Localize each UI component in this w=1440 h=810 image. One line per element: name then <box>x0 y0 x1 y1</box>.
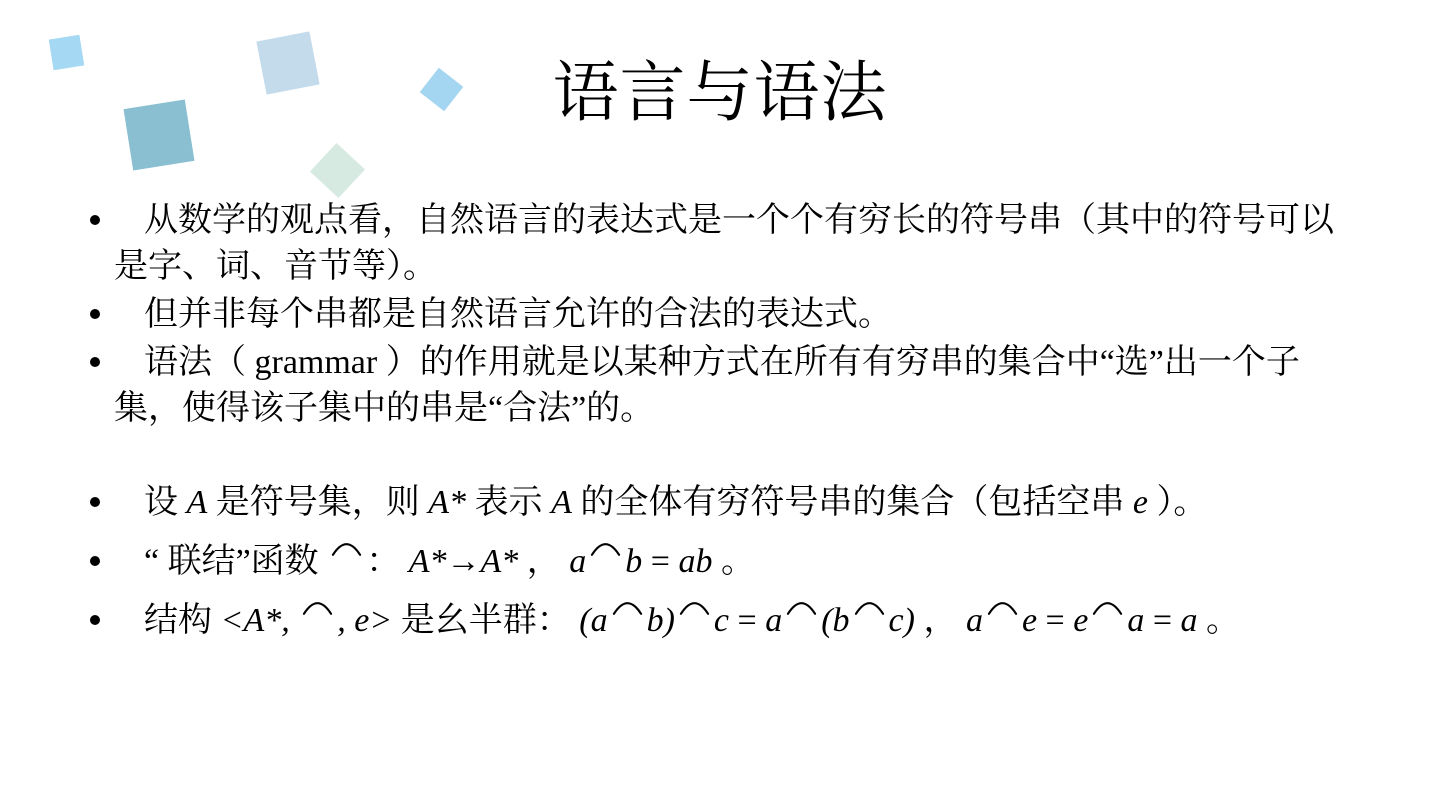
text-run: 设 <box>144 484 187 521</box>
text-run: 语法（ <box>144 344 246 381</box>
bullet-marker-icon <box>90 309 100 319</box>
text-run: 表示 <box>466 484 552 521</box>
bullet-item <box>0 292 1440 338</box>
math-italic-run: a <box>765 602 783 639</box>
concat-arc-icon <box>679 601 710 615</box>
bullet-item <box>0 480 1440 526</box>
math-italic-run: (b <box>821 602 850 639</box>
math-italic-run: c) <box>888 602 915 639</box>
math-italic-run: a <box>1180 602 1198 639</box>
text-run: 。 <box>1197 602 1241 639</box>
math-italic-run: A* <box>408 543 447 580</box>
bullet-text <box>114 539 1364 585</box>
bullet-text <box>114 480 1364 526</box>
math-italic-run: e <box>1073 602 1089 639</box>
bullet-text <box>114 292 1364 338</box>
concat-arc-icon <box>331 542 362 556</box>
bullet-marker-icon <box>90 556 100 566</box>
bullet-text <box>114 598 1364 644</box>
bullet-item <box>0 198 1440 290</box>
text-run: ， <box>518 543 570 580</box>
concat-arc-icon <box>612 601 643 615</box>
math-italic-run: ab <box>678 543 713 580</box>
math-italic-run: b <box>625 543 643 580</box>
text-run: = <box>1144 602 1181 639</box>
text-run: 的全体有穷符号串的集合（包括空串 <box>571 484 1133 521</box>
concat-arc-icon <box>590 542 621 556</box>
math-italic-run: a <box>569 543 587 580</box>
bullet-item <box>0 598 1440 644</box>
text-run: 是符号集，则 <box>207 484 429 521</box>
bullet-item <box>0 340 1440 432</box>
text-run: 。 <box>712 543 755 580</box>
bullet-text <box>114 340 1364 432</box>
concat-arc-icon <box>1092 601 1123 615</box>
text-run: 从数学的观点看，自然语言的表达式是一个个有穷长的符号串（其中的符号可以是字、词、音节等）。 <box>114 202 1334 285</box>
math-italic-run: A <box>551 484 572 521</box>
math-italic-run: a <box>1127 602 1145 639</box>
text-run: “ 联结”函数 <box>144 543 328 580</box>
math-italic-run: , e> <box>337 602 393 639</box>
text-run: = <box>1037 602 1074 639</box>
slide-title: 语言与语法 <box>552 55 888 129</box>
decor-square-5 <box>310 143 365 198</box>
latin-run: grammar <box>246 344 386 381</box>
bullet-item <box>0 539 1440 585</box>
bullet-marker-icon <box>90 497 100 507</box>
text-run: = <box>642 543 679 580</box>
math-italic-run: b) <box>646 602 675 639</box>
math-italic-run: e <box>1021 602 1038 639</box>
math-italic-run: c <box>713 602 730 639</box>
concat-arc-icon <box>987 601 1018 615</box>
text-run: 但并非每个串都是自然语言允许的合法的表达式。 <box>144 296 892 333</box>
text-run: ， <box>914 602 966 639</box>
math-italic-run: A* <box>480 543 519 580</box>
math-italic-run: a <box>965 602 983 639</box>
text-run: → <box>446 543 481 580</box>
text-run: ： <box>366 543 409 580</box>
bullet-list <box>0 198 1440 646</box>
math-italic-run: (a <box>579 602 608 639</box>
bullet-marker-icon <box>90 357 100 367</box>
text-run: ）的作用就是以某种方式在所有有穷串的集合中“选”出一个子集，使得该子集中的串是“合法”的。 <box>114 344 1300 427</box>
concat-arc-icon <box>854 601 885 615</box>
math-italic-run: e <box>1132 484 1148 521</box>
concat-arc-icon <box>786 601 817 615</box>
text-run: = <box>729 602 766 639</box>
text-run: 结构 <box>144 602 221 639</box>
bullet-text <box>114 198 1364 290</box>
math-italic-run: <A*, <box>220 602 299 639</box>
math-italic-run: A* <box>428 484 467 521</box>
text-run: 是幺半群： <box>392 602 580 639</box>
concat-arc-icon <box>302 601 333 615</box>
text-run: ）。 <box>1147 484 1208 521</box>
math-italic-run: A <box>186 484 208 521</box>
bullet-marker-icon <box>90 615 100 625</box>
bullet-marker-icon <box>90 215 100 225</box>
